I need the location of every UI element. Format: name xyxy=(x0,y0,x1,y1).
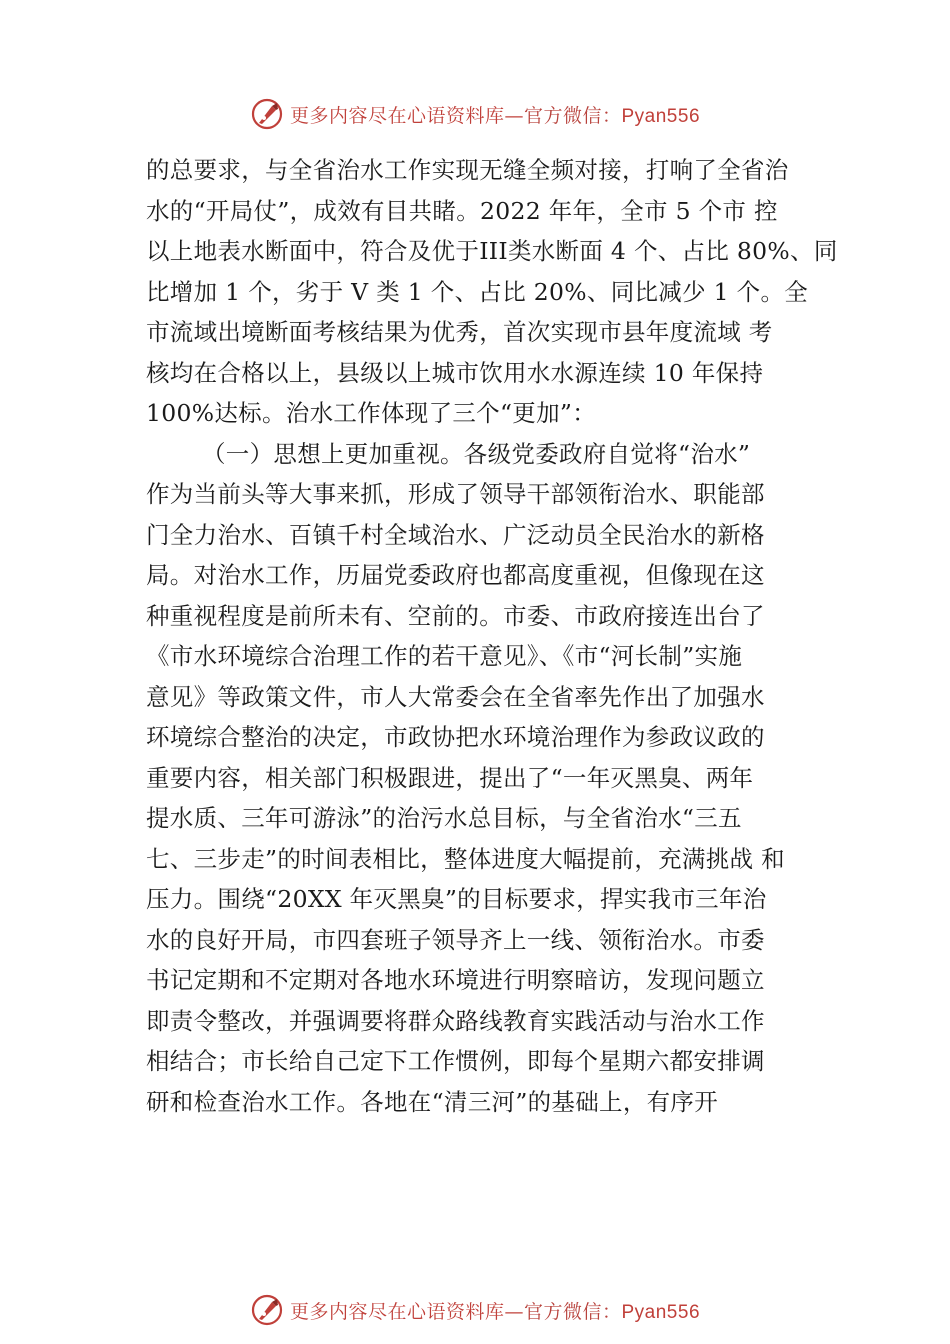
header-banner-text xyxy=(290,101,700,128)
body-line: 压力。围绕“20XX 年灭黑臭”的目标要求，捍实我市三年治 xyxy=(146,885,767,913)
body-line: 局。对治水工作，历届党委政府也都高度重视，但像现在这 xyxy=(146,561,765,589)
section-heading-line: （一）思想上更加重视。各级党委政府自觉将“治水” xyxy=(202,439,751,468)
header-wechat-label: 官方微信： xyxy=(523,104,622,127)
body-line: 环境综合整治的决定，市政协把水环境治理作为参政议政的 xyxy=(146,723,765,751)
header-brand: 更多内容尽在心语资料库 xyxy=(289,104,505,127)
body-line: 书记定期和不定期对各地水环境进行明察暗访，发现问题立 xyxy=(146,966,765,994)
body-line: 水的“开局仗”，成效有目共睹。2022 年年，全市 5 个市 控 xyxy=(146,196,778,225)
footer-banner-text xyxy=(290,1297,700,1324)
body-line: 作为当前头等大事来抓，形成了领导干部领衔治水、职能部 xyxy=(146,480,765,508)
header-banner xyxy=(0,94,950,134)
pen-nib-logo-icon xyxy=(250,1293,284,1327)
document-body xyxy=(146,150,836,1122)
body-line: 七、三步走”的时间表相比，整体进度大幅提前，充满挑战 和 xyxy=(146,844,785,873)
body-line: 《市水环境综合治理工作的若干意见》、《市“河长制”实施 xyxy=(146,642,743,670)
body-line: 研和检查治水工作。各地在“清三河”的基础上，有序开 xyxy=(146,1087,719,1116)
body-line: 即责令整改，并强调要将群众路线教育实践活动与治水工作 xyxy=(146,1006,765,1035)
header-wechat-id: Pyan556 xyxy=(621,105,701,127)
body-line: 市流域出境断面考核结果为优秀，首次实现市县年度流域 考 xyxy=(146,318,773,346)
pen-nib-logo-icon xyxy=(250,97,284,131)
body-line: 水的良好开局，市四套班子领导齐上一线、领衔治水。市委 xyxy=(146,925,765,954)
body-line: 核均在合格以上，县级以上城市饮用水水源连续 10 年保持 xyxy=(146,358,764,387)
footer-brand: 更多内容尽在心语资料库 xyxy=(289,1300,505,1323)
footer-wechat-label: 官方微信： xyxy=(523,1300,622,1323)
body-line: 意见》等政策文件，市人大常委会在全省率先作出了加强水 xyxy=(146,682,765,711)
body-line: 重要内容，相关部门积极跟进，提出了“一年灭黑臭、两年 xyxy=(146,763,754,792)
body-line: 的总要求，与全省治水工作实现无缝全频对接，打响了全省治 xyxy=(146,156,789,184)
footer-banner xyxy=(0,1290,950,1330)
body-line: 相结合；市长给自己定下工作惯例，即每个星期六都安排调 xyxy=(146,1047,765,1075)
body-line: 提水质、三年可游泳”的治污水总目标，与全省治水“三五 xyxy=(146,804,742,832)
body-line: 种重视程度是前所未有、空前的。市委、市政府接连出台了 xyxy=(146,601,765,630)
body-line: 比增加 1 个，劣于 V 类 1 个、占比 20%、同比减少 1 个。全 xyxy=(146,277,809,306)
body-line: 100%达标。治水工作体现了三个“更加”： xyxy=(146,399,597,427)
header-dash: — xyxy=(504,104,524,127)
footer-wechat-id: Pyan556 xyxy=(621,1301,701,1323)
footer-dash: — xyxy=(504,1300,524,1323)
body-line: 以上地表水断面中，符合及优于III类水断面 4 个、占比 80%、同 xyxy=(146,237,838,265)
body-line: 门全力治水、百镇千村全域治水、广泛动员全民治水的新格 xyxy=(146,520,765,549)
